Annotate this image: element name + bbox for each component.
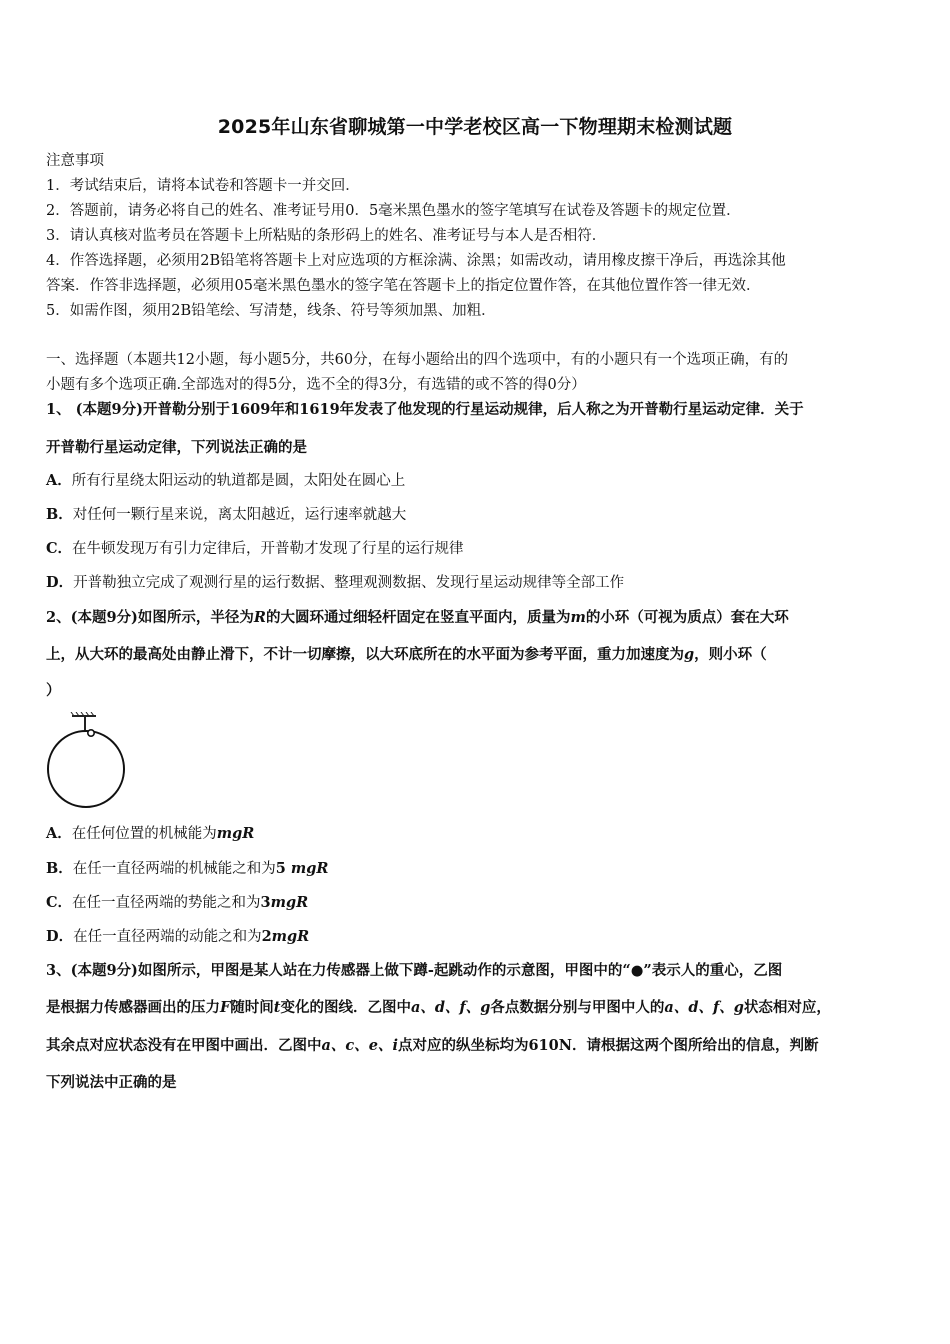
large-ring-icon bbox=[48, 731, 124, 807]
option-text: 所有行星绕太阳运动的轨道都是圆，太阳处在圆心上 bbox=[71, 473, 406, 489]
option-label: B． bbox=[46, 860, 73, 877]
q1-option-a bbox=[46, 471, 405, 491]
text-run: 变化的图线．乙图中 bbox=[280, 999, 411, 1016]
value-610n: 610N bbox=[528, 1037, 572, 1054]
q2-option-d bbox=[46, 927, 309, 947]
option-expr: mgR bbox=[270, 894, 309, 911]
var-g: g bbox=[684, 646, 695, 663]
q2-option-a bbox=[46, 824, 254, 844]
notice-item-1: 1．考试结束后，请将本试卷和答题卡一并交回． bbox=[46, 178, 360, 194]
option-text: 在任一直径两端的机械能之和为 bbox=[72, 861, 276, 877]
option-expr: mgR bbox=[290, 860, 329, 877]
page-title: 2025年山东省聊城第一中学老校区高一下物理期末检测试题 bbox=[217, 116, 733, 138]
option-label: D． bbox=[46, 574, 74, 591]
section-intro-2: 小题有多个选项正确.全部选对的得5分，选不全的得3分，有选错的或不答的得0分） bbox=[46, 377, 586, 393]
option-label: A． bbox=[46, 825, 72, 842]
var-points: a、d、f、g bbox=[411, 999, 491, 1016]
q3-stem-4: 下列说法中正确的是 bbox=[46, 1074, 177, 1091]
var-points: a、d、f、g bbox=[664, 999, 744, 1016]
q3-stem-2 bbox=[46, 998, 831, 1018]
q1-option-b bbox=[46, 505, 406, 525]
q1-stem-1: 1、 (本题9分)开普勒分别于1609年和1619年发表了他发现的行星运动规律，后人称之为开普勒行星运动定律．关于 bbox=[46, 401, 804, 418]
var-R: R bbox=[253, 609, 266, 626]
notice-item-4-cont: 答案．作答非选择题，必须用05毫米黑色墨水的签字笔在答题卡上的指定位置作答，在其他位置作答一律无效． bbox=[46, 278, 761, 294]
text-run: 各点数据分别与甲图中人的 bbox=[490, 999, 665, 1016]
q2-stem-1 bbox=[46, 608, 789, 628]
option-text: 在任一直径两端的动能之和为 bbox=[73, 929, 262, 945]
var-t: t bbox=[273, 999, 281, 1016]
option-label: C． bbox=[46, 894, 73, 911]
notice-heading: 注意事项 bbox=[46, 153, 104, 169]
notice-item-3: 3．请认真核对监考员在答题卡上所粘贴的条形码上的姓名、准考证号与本人是否相符． bbox=[46, 228, 607, 244]
q1-option-c bbox=[46, 539, 464, 559]
text-run: ，则小环（ bbox=[694, 646, 767, 663]
text-run: 的小环（可视为质点）套在大环 bbox=[585, 609, 789, 626]
q1-option-d bbox=[46, 573, 624, 593]
q3-stem-1: 3、(本题9分)如图所示，甲图是某人站在力传感器上做下蹲-起跳动作的示意图，甲图中的“●”表示人的重心，乙图 bbox=[46, 962, 783, 979]
text-run: 2、(本题9分)如图所示，半径为 bbox=[46, 609, 254, 626]
option-coef: 3 bbox=[260, 894, 271, 911]
option-text: 在牛顿发现万有引力定律后，开普勒才发现了行星的运行规律 bbox=[72, 541, 464, 557]
ring-diagram bbox=[44, 712, 130, 808]
option-label: B． bbox=[46, 506, 73, 523]
text-run: 随时间 bbox=[230, 999, 274, 1016]
text-run: 点对应的纵坐标均为 bbox=[397, 1037, 529, 1054]
q3-stem-3 bbox=[46, 1036, 819, 1056]
option-text: 在任一直径两端的势能之和为 bbox=[72, 895, 261, 911]
text-run: 上，从大环的最高处由静止滑下，不计一切摩擦，以大环底所在的水平面为参考平面，重力加速度为 bbox=[46, 646, 684, 663]
notice-item-5: 5．如需作图，须用2B铅笔绘、写清楚，线条、符号等须加黑、加粗． bbox=[46, 303, 496, 319]
notice-item-4: 4．作答选择题，必须用2B铅笔将答题卡上对应选项的方框涂满、涂黑；如需改动，请用橡皮擦干净后，再选涂其他 bbox=[46, 253, 786, 269]
option-expr: mgR bbox=[216, 825, 255, 842]
var-points: a、c、e、i bbox=[321, 1037, 398, 1054]
option-label: D． bbox=[46, 928, 74, 945]
option-coef: 2 bbox=[261, 928, 272, 945]
small-ring-icon bbox=[88, 730, 94, 736]
section-intro-1: 一、选择题（本题共12小题，每小题5分，共60分，在每小题给出的四个选项中，有的小题只有一个选项正确，有的 bbox=[46, 352, 789, 368]
option-text: 在任何位置的机械能为 bbox=[71, 826, 217, 842]
option-coef: 5 bbox=[275, 860, 291, 877]
text-run: 是根据力传感器画出的压力 bbox=[46, 999, 220, 1016]
q2-option-c bbox=[46, 893, 308, 913]
text-run: 其余点对应状态没有在甲图中画出．乙图中 bbox=[46, 1037, 322, 1054]
var-F: F bbox=[220, 999, 231, 1016]
q2-stem-2 bbox=[46, 645, 767, 665]
text-run: 的大圆环通过细轻杆固定在竖直平面内，质量为 bbox=[265, 609, 571, 626]
option-text: 开普勒独立完成了观测行星的运行数据、整理观测数据、发现行星运动规律等全部工作 bbox=[73, 575, 625, 591]
q1-stem-2: 开普勒行星运动定律，下列说法正确的是 bbox=[46, 439, 307, 456]
q2-option-b bbox=[46, 859, 328, 879]
var-m: m bbox=[570, 609, 586, 626]
option-label: A． bbox=[46, 472, 72, 489]
text-run: ．请根据这两个图所给出的信息，判断 bbox=[572, 1037, 819, 1054]
option-text: 对任何一颗行星来说，离太阳越近，运行速率就越大 bbox=[72, 507, 407, 523]
option-expr: mgR bbox=[271, 928, 310, 945]
q2-stem-3: ） bbox=[46, 682, 61, 699]
option-label: C． bbox=[46, 540, 73, 557]
text-run: 状态相对应， bbox=[743, 999, 831, 1016]
notice-item-2: 2．答题前，请务必将自己的姓名、准考证号用0．5毫米黑色墨水的签字笔填写在试卷及答题卡的规定位置． bbox=[46, 203, 741, 219]
ceiling-hatch-icon bbox=[71, 712, 96, 716]
